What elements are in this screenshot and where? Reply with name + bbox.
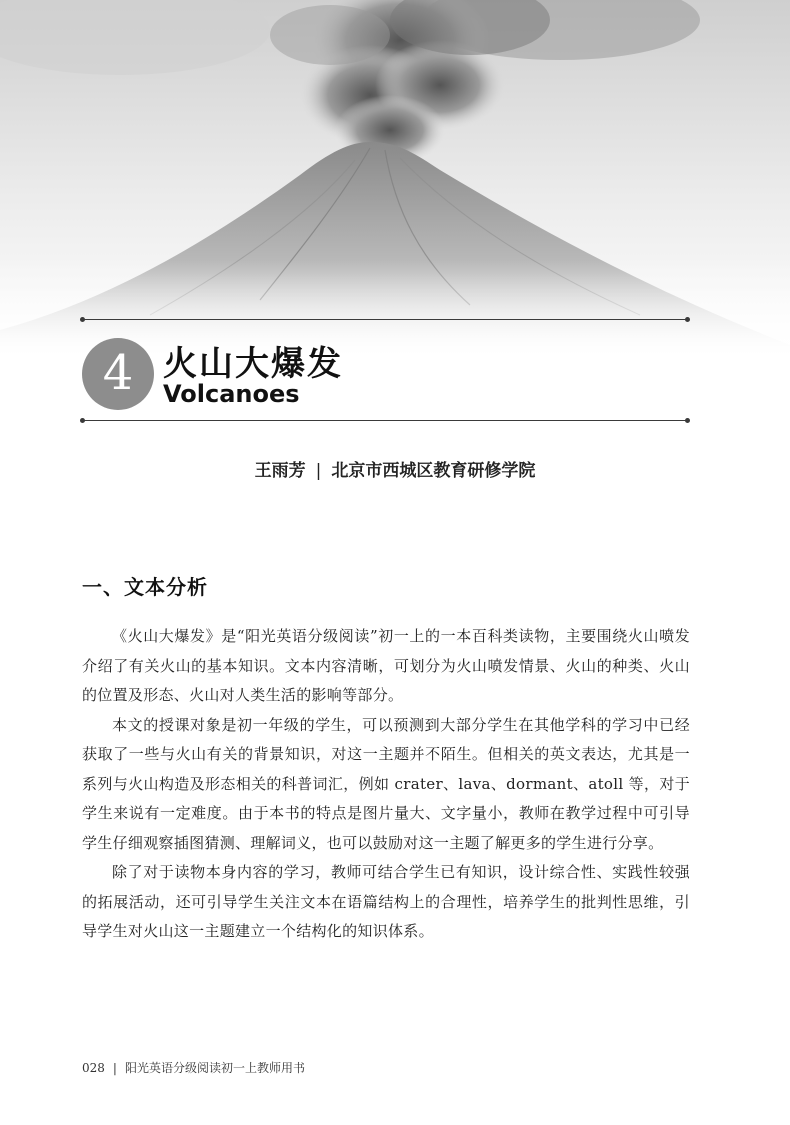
- paragraph-2: 本文的授课对象是初一年级的学生，可以预测到大部分学生在其他学科的学习中已经获取了一些与火山有关的背景知识，对这一主题并不陌生。但相关的英文表达，尤其是一系列与火山构造及形态相关的科普词汇，例如 crater、lava、dormant、atoll 等，对于学生来说有一定难度。由于本书的特点是图片量大、文字量小，教师在教学过程中可引导学生仔细观察插图猜测、理解词义，也可以鼓励对这一主题了解更多的学生进行分享。: [82, 715, 690, 852]
- chapter-number: 4: [102, 345, 134, 401]
- book-title: 阳光英语分级阅读初一上教师用书: [124, 1061, 305, 1075]
- header-bottom-rule: [82, 420, 688, 421]
- chapter-title-english: Volcanoes: [163, 380, 300, 408]
- footer-separator: |: [112, 1061, 117, 1075]
- author-name: 王雨芳: [254, 461, 306, 481]
- chapter-title-chinese: 火山大爆发: [163, 344, 343, 384]
- page-number: 028: [82, 1061, 105, 1075]
- section-body: [82, 622, 690, 947]
- author-affiliation: 北京市西城区教育研修学院: [331, 461, 536, 481]
- paragraph-1: 《火山大爆发》是“阳光英语分级阅读”初一上的一本百科类读物，主要围绕火山喷发介绍了有关火山的基本知识。文本内容清晰，可划分为火山喷发情景、火山的种类、火山的位置及形态、火山对人类生活的影响等部分。: [82, 627, 690, 704]
- page-footer: [82, 1059, 305, 1076]
- byline-separator: |: [315, 461, 322, 481]
- byline: [0, 456, 790, 481]
- chapter-number-badge: [82, 338, 154, 410]
- section-heading: 一、文本分析: [82, 575, 208, 599]
- paragraph-3: 除了对于读物本身内容的学习，教师可结合学生已有知识，设计综合性、实践性较强的拓展活动，还可引导学生关注文本在语篇结构上的合理性，培养学生的批判性思维，引导学生对火山这一主题建立一个结构化的知识体系。: [82, 863, 690, 940]
- header-top-rule: [82, 319, 688, 320]
- volcano-illustration: [0, 0, 790, 360]
